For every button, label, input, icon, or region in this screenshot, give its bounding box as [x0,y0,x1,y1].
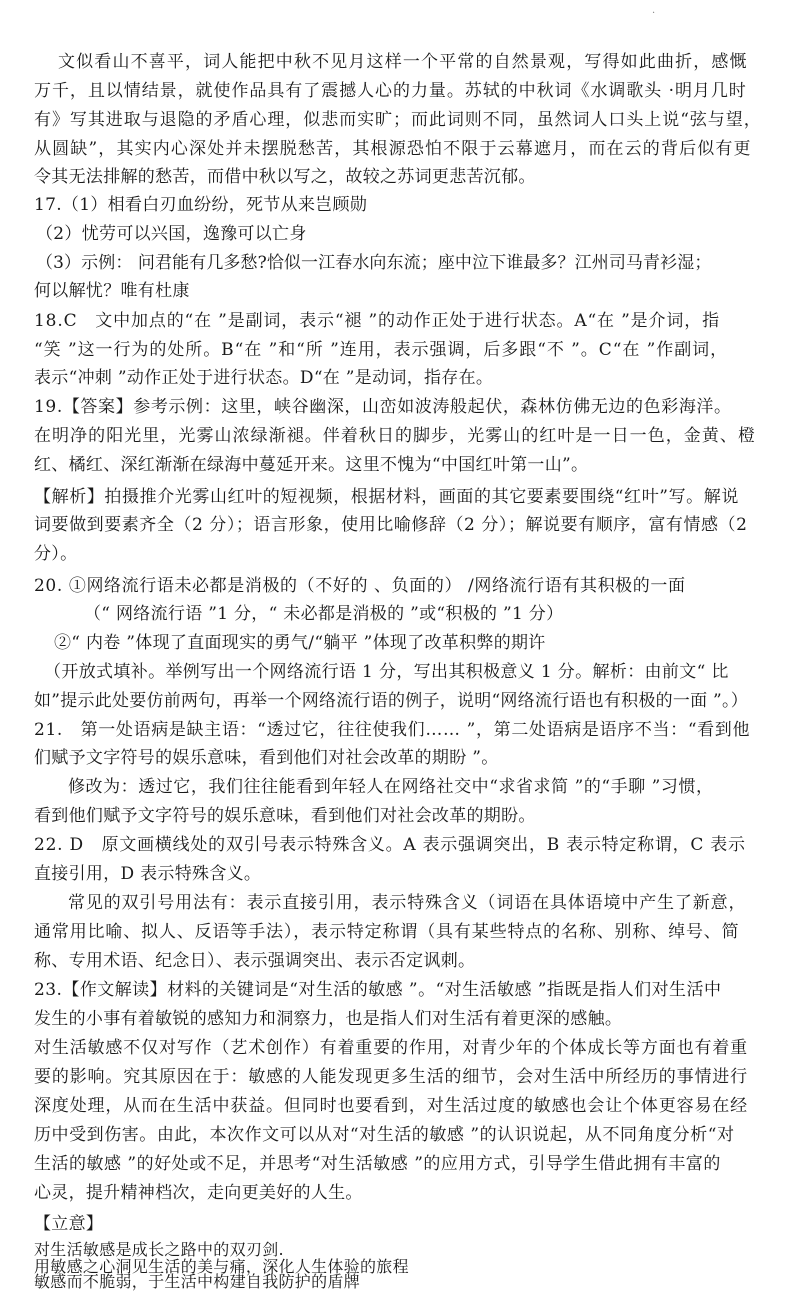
answer-19: 19.【答案】参考示例：这里，峡谷幽深，山峦如波涛般起伏，森林仿佛无边的色彩海洋。 [34,397,732,417]
answer-18: 18.C 文中加点的“在 ”是副词，表示“褪 ”的动作正处于进行状态。A“在 ”是介词，指 [34,311,720,331]
text-line: 深度处理，从而在生活中获益。但同时也要看到，对生活过度的敏感也会让个体更容易在经 [34,1096,748,1116]
text-line: “笑 ”这一行为的处所。B“在 ”和“所 ”连用，表示强调，后多跟“不 ”。C“在 ”作副词， [34,340,729,360]
thesis-item: 敏感而不脆弱，于生活中构建自我防护的盾牌 [34,1272,361,1291]
answer-20-2: ②“ 内卷 ”体现了直面现实的勇气/“躺平 ”体现了改革积弊的期许 [54,633,546,653]
text-line: 令其无法排解的愁苦，而借中秋以写之，故较之苏词更悲苦沉郁。 [34,167,536,187]
text-line: 从圆缺”，其实内心深处并未摆脱愁苦，其根源恐怕不限于云幕遮月，而在云的背后似有更 [34,139,752,159]
text-line: （“ 网络流行语 ”1 分，“ 未必都是消极的 ”或“积极的 ”1 分） [84,604,564,624]
text-line: 看到他们赋予文字符号的娱乐意味，看到他们对社会改革的期盼。 [34,806,536,826]
text-line: 有》写其进取与退隐的矛盾心理，似悲而实旷；而此词则不同，虽然词人口头上说“弦与望， [34,110,762,130]
essay-interpretation: 23.【作文解读】材料的关键词是“对生活的敏感 ”。“对生活敏感 ”指既是指人们对生活中 [34,980,722,1000]
answer-17-2: （2）忧劳可以兴国，逸豫可以亡身 [36,224,307,244]
text-line: 心灵，提升精神档次，走向更美好的人生。 [34,1183,363,1203]
corner-mark: · [652,8,656,19]
text-line: 通常用比喻、拟人、反语等手法），表示特定称谓（具有某些特点的名称、别称、绰号、简 [34,922,740,942]
text-line: 红、橘红、深红渐渐在绿海中蔓延开来。这里不愧为“中国红叶第一山”。 [34,455,589,475]
text-line: 在明净的阳光里，光雾山浓绿渐褪。伴着秋日的脚步，光雾山的红叶是一日一色，金黄、橙 [34,426,756,446]
text-line: 万千，且以情结景，就使作品具有了震撼人心的力量。苏轼的中秋词《水调歌头 ·明月几时 [34,81,747,101]
text-line: 表示“冲刺 ”动作正处于进行状态。D“在 ”是动词，指存在。 [34,368,494,388]
text-line: 如”提示此处要仿前两句，再举一个网络流行语的例子，说明“网络流行语也有积极的一面 ”。） [34,691,748,711]
text-line: 称、专用术语、纪念日）、表示强调突出、表示否定讽刺。 [34,951,476,971]
analysis-20: （开放式填补。举例写出一个网络流行语 1 分，写出其积极意义 1 分。解析：由前文“ 比 [44,662,729,682]
answer-21: 21. 第一处语病是缺主语：“透过它，往往使我们…… ”，第二处语病是语序不当：“看到他 [34,720,751,740]
text-line: 历中受到伤害。由此，本次作文可以从对“对生活的敏感 ”的认识说起，从不同角度分析“对 [34,1125,735,1145]
text-line: 直接引用，D 表示特殊含义。 [34,864,262,884]
answer-20-1: 20. ①网络流行语未必都是消极的（不好的 、负面的） /网络流行语有其积极的一面 [34,576,686,596]
analysis-19: 【解析】拍摄推介光雾山红叶的短视频，根据材料，画面的其它要素要围绕“红叶”写。解说 [34,487,739,507]
text-line: 们赋予文字符号的娱乐意味，看到他们对社会改革的期盼 ”。 [34,748,499,768]
text-line: 要的影响。究其原因在于：敏感的人能发现更多生活的细节，会对生活中所经历的事情进行 [34,1067,748,1087]
text-line: 词要做到要素齐全（2 分）；语言形象，使用比喻修辞（2 分）；解说要有顺序，富有情感（2 [34,515,748,535]
answer-22: 22. D 原文画横线处的双引号表示特殊含义。A 表示强调突出，B 表示特定称谓，C 表示 [34,835,746,855]
text-line: 分）。 [34,544,78,564]
thesis-heading: 【立意】 [34,1214,104,1234]
quote-usage-note: 常见的双引号用法有：表示直接引用，表示特殊含义（词语在具体语境中产生了新意， [68,893,747,913]
text-line: 生活的敏感 ”的好处或不足，并思考“对生活敏感 ”的应用方式，引导学生借此拥有丰富的 [34,1154,721,1174]
text-line: 对生活敏感不仅对写作（艺术创作）有着重要的作用，对青少年的个体成长等方面也有着重 [34,1038,748,1058]
answer-17-1: 17.（1）相看白刃血纷纷，死节从来岂顾勋 [34,195,368,215]
text-line: 何以解忧？唯有杜康 [34,281,190,301]
thesis-item: 对生活敏感是成长之路中的双刃剑. [34,1240,284,1259]
thesis-item: 用敏感之心洞见生活的美与痛，深化人生体验的旅程 [34,1257,409,1276]
text-line: 文似看山不喜平，词人能把中秋不见月这样一个平常的自然景观，写得如此曲折，感慨 [58,52,748,72]
revision-21: 修改为：透过它，我们往往能看到年轻人在网络社交中“求省求简 ”的“手聊 ”习惯， [68,777,714,797]
text-line: 发生的小事有着敏锐的感知力和洞察力，也是指人们对生活有着更深的感触。 [34,1009,623,1029]
answer-17-3: （3）示例： 问君能有几多愁?恰似一江春水向东流；座中泣下谁最多？江州司马青衫湿； [36,253,712,273]
